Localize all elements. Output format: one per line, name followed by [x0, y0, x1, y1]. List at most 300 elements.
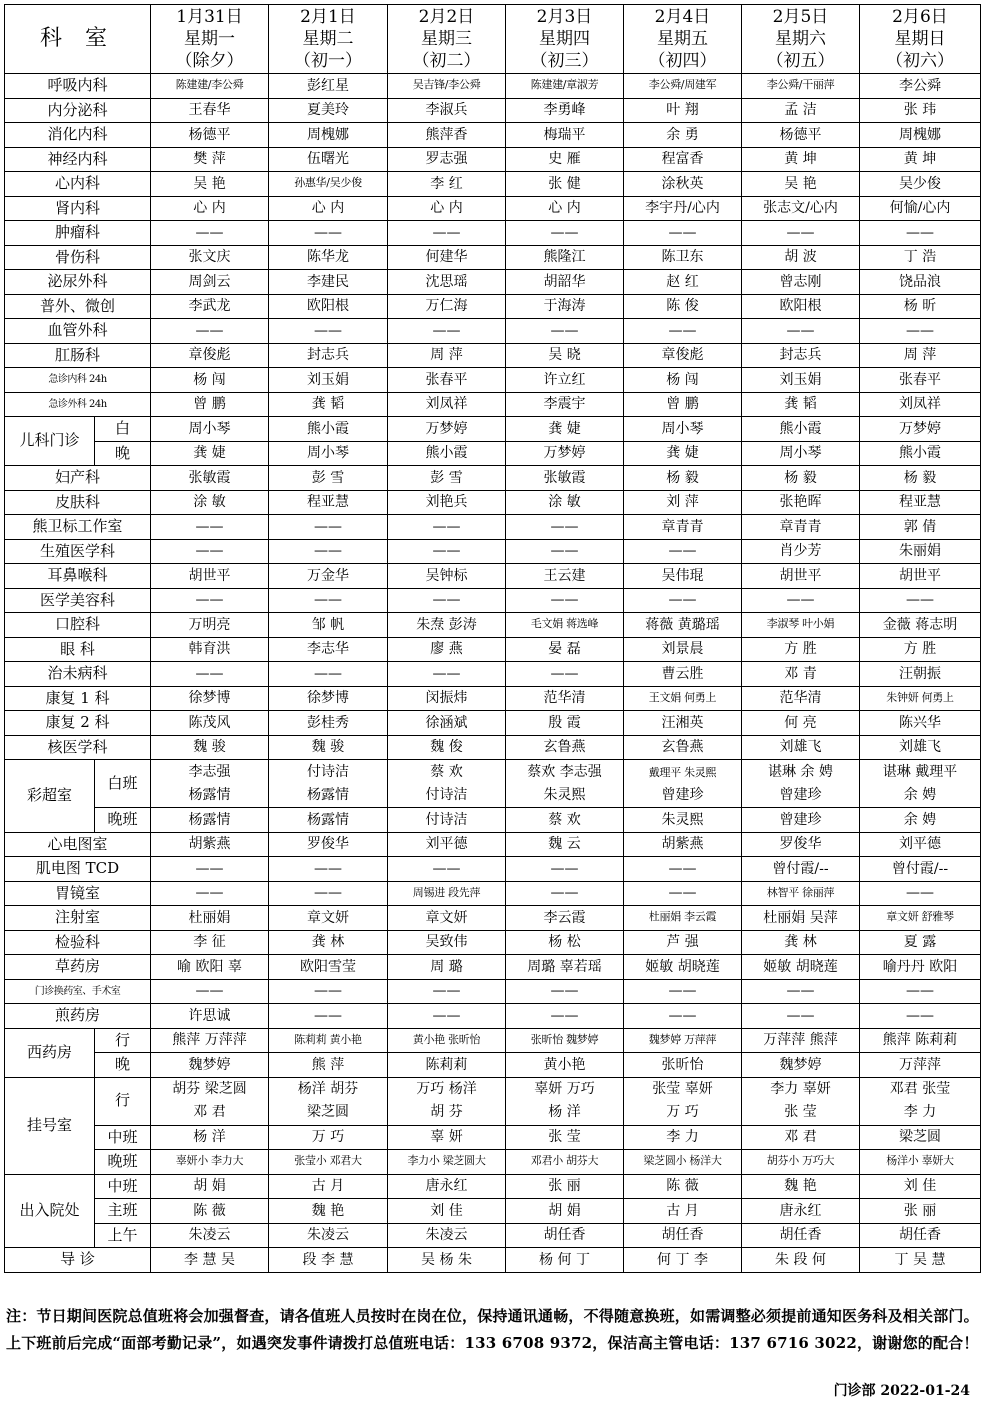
- schedule-cell: 胡任香: [742, 1223, 860, 1248]
- cell-line: 李力 辜妍: [770, 1081, 831, 1097]
- dept-name: 口腔科: [5, 613, 151, 638]
- schedule-cell: 彭桂秀: [269, 711, 388, 736]
- schedule-cell: 封志兵: [269, 343, 388, 368]
- schedule-cell: 刘凤祥: [860, 392, 981, 417]
- table-row: [5, 588, 981, 613]
- dept-name: 挂号室: [5, 1077, 95, 1174]
- schedule-cell: ——: [506, 221, 624, 246]
- shift-label: 晚班: [95, 808, 151, 833]
- schedule-cell: 吴 晓: [506, 343, 624, 368]
- schedule-cell: 黄小艳: [506, 1053, 624, 1078]
- schedule-cell: [742, 760, 860, 808]
- schedule-cell: 芦 强: [624, 930, 742, 955]
- schedule-cell: ——: [742, 588, 860, 613]
- schedule-cell: 杨德平: [742, 123, 860, 148]
- schedule-cell: 李 慧 吴: [151, 1248, 269, 1273]
- dept-name: 熊卫标工作室: [5, 515, 151, 540]
- schedule-cell: 殷 霞: [506, 711, 624, 736]
- schedule-cell: 陈 薇: [151, 1199, 269, 1224]
- schedule-cell: 李公舜/干丽萍: [742, 74, 860, 99]
- table-row: [5, 881, 981, 906]
- schedule-cell: ——: [506, 662, 624, 687]
- schedule-cell: 周 璐: [388, 955, 506, 980]
- schedule-cell: 李志华: [269, 637, 388, 662]
- schedule-cell: 金薇 蒋志明: [860, 613, 981, 638]
- schedule-cell: 刘雄飞: [860, 735, 981, 760]
- table-row: [5, 1223, 981, 1248]
- schedule-cell: 段 李 慧: [269, 1248, 388, 1273]
- schedule-cell: 胡任香: [506, 1223, 624, 1248]
- schedule-cell: ——: [269, 319, 388, 344]
- schedule-cell: 黄 坤: [742, 147, 860, 172]
- table-row: [5, 711, 981, 736]
- day-header: [269, 5, 388, 74]
- schedule-cell: ——: [388, 979, 506, 1004]
- schedule-cell: 涂秋英: [624, 172, 742, 197]
- schedule-cell: 章文妍: [388, 906, 506, 931]
- schedule-cell: 刘艳兵: [388, 490, 506, 515]
- schedule-cell: 于海涛: [506, 294, 624, 319]
- schedule-cell: 胡任香: [860, 1223, 981, 1248]
- dept-name: 生殖医学科: [5, 539, 151, 564]
- schedule-cell: 魏 艳: [269, 1199, 388, 1224]
- schedule-cell: 彭红星: [269, 74, 388, 99]
- schedule-cell: 刘 萍: [624, 490, 742, 515]
- cell-line: 戴理平 朱灵熙: [648, 765, 717, 779]
- schedule-cell: 熊小霞: [742, 417, 860, 442]
- schedule-cell: ——: [742, 1004, 860, 1029]
- schedule-cell: 范华清: [742, 686, 860, 711]
- schedule-cell: ——: [269, 588, 388, 613]
- cell-line: 李志强: [188, 763, 231, 780]
- schedule-cell: 朱凌云: [151, 1223, 269, 1248]
- schedule-cell: ——: [506, 319, 624, 344]
- day-header: [506, 5, 624, 74]
- schedule-cell: 杜丽娟: [151, 906, 269, 931]
- dept-name: 血管外科: [5, 319, 151, 344]
- schedule-cell: [388, 760, 506, 808]
- day-date: 1月31日: [176, 7, 243, 27]
- schedule-cell: [860, 1077, 981, 1125]
- schedule-cell: 万梦婷: [860, 417, 981, 442]
- dept-name: 普外、微创: [5, 294, 151, 319]
- table-row: [5, 343, 981, 368]
- schedule-cell: 杨露情: [151, 808, 269, 833]
- schedule-cell: 张春平: [388, 368, 506, 393]
- schedule-cell: 张志文/心内: [742, 196, 860, 221]
- day-header: [742, 5, 860, 74]
- schedule-cell: 李 红: [388, 172, 506, 197]
- dept-name: 耳鼻喉科: [5, 564, 151, 589]
- dept-name: 草药房: [5, 955, 151, 980]
- schedule-cell: 魏梦婷: [151, 1053, 269, 1078]
- cell-line: 杨露情: [188, 786, 231, 803]
- schedule-cell: 熊萍 万萍萍: [151, 1028, 269, 1053]
- dept-name: 注射室: [5, 906, 151, 931]
- table-row: [5, 686, 981, 711]
- schedule-cell: 曹云胜: [624, 662, 742, 687]
- schedule-cell: 章俊彪: [151, 343, 269, 368]
- schedule-cell: 刘玉娟: [742, 368, 860, 393]
- schedule-cell: ——: [506, 588, 624, 613]
- cell-line: 邓 君: [193, 1104, 226, 1120]
- schedule-cell: 陈华龙: [269, 245, 388, 270]
- schedule-cell: ——: [506, 881, 624, 906]
- schedule-cell: ——: [151, 588, 269, 613]
- schedule-cell: 周小琴: [624, 417, 742, 442]
- schedule-cell: 古 月: [624, 1199, 742, 1224]
- shift-label: 行: [95, 1077, 151, 1125]
- cell-line: 万巧 杨洋: [416, 1081, 477, 1097]
- day-festival: （初一）: [294, 51, 362, 71]
- schedule-cell: ——: [506, 1004, 624, 1029]
- schedule-cell: [269, 1077, 388, 1125]
- schedule-cell: 周小琴: [742, 441, 860, 466]
- schedule-cell: ——: [269, 515, 388, 540]
- dept-name: 内分泌科: [5, 98, 151, 123]
- schedule-cell: 刘平德: [388, 832, 506, 857]
- schedule-cell: 万萍萍: [860, 1053, 981, 1078]
- dept-name: 肿瘤科: [5, 221, 151, 246]
- day-festival: （初二）: [412, 51, 481, 71]
- day-date: 2月6日: [892, 7, 948, 27]
- shift-label: 主班: [95, 1199, 151, 1224]
- schedule-cell: [860, 760, 981, 808]
- cell-line: 辜妍 万巧: [534, 1081, 595, 1097]
- table-row: [5, 1028, 981, 1053]
- schedule-cell: 周小琴: [151, 417, 269, 442]
- schedule-cell: ——: [388, 221, 506, 246]
- schedule-cell: 章青青: [624, 515, 742, 540]
- schedule-cell: 陈卫东: [624, 245, 742, 270]
- schedule-cell: 陈茂风: [151, 711, 269, 736]
- dept-name: 治未病科: [5, 662, 151, 687]
- table-row: [5, 172, 981, 197]
- schedule-cell: 朱灵熙: [624, 808, 742, 833]
- schedule-cell: 樊 萍: [151, 147, 269, 172]
- schedule-cell: 杨 何 丁: [506, 1248, 624, 1273]
- schedule-cell: 王云建: [506, 564, 624, 589]
- schedule-cell: 曾付霞/--: [742, 857, 860, 882]
- table-row: [5, 906, 981, 931]
- schedule-cell: 李震宇: [506, 392, 624, 417]
- schedule-cell: 李淑琴 叶小娟: [742, 613, 860, 638]
- schedule-cell: ——: [506, 857, 624, 882]
- dept-name: 核医学科: [5, 735, 151, 760]
- schedule-cell: ——: [151, 539, 269, 564]
- schedule-cell: 周 萍: [860, 343, 981, 368]
- dept-name: 肾内科: [5, 196, 151, 221]
- dept-name: 肌电图 TCD: [5, 857, 151, 882]
- schedule-cell: 章文妍 舒雅琴: [860, 906, 981, 931]
- schedule-cell: 魏梦婷: [742, 1053, 860, 1078]
- schedule-cell: 何 亮: [742, 711, 860, 736]
- schedule-cell: 伍曙光: [269, 147, 388, 172]
- schedule-cell: ——: [269, 881, 388, 906]
- schedule-cell: 何愉/心内: [860, 196, 981, 221]
- schedule-cell: 吴吉锋/李公舜: [388, 74, 506, 99]
- schedule-cell: 万金华: [269, 564, 388, 589]
- schedule-cell: 周槐娜: [269, 123, 388, 148]
- schedule-cell: 胡 娟: [151, 1174, 269, 1199]
- table-row: [5, 760, 981, 808]
- schedule-cell: 胡世平: [860, 564, 981, 589]
- schedule-cell: 李公舜: [860, 74, 981, 99]
- schedule-cell: 周锡进 段先萍: [388, 881, 506, 906]
- schedule-cell: [506, 760, 624, 808]
- schedule-cell: 涂 敏: [506, 490, 624, 515]
- cell-line: 谌琳 戴理平: [882, 763, 958, 780]
- schedule-cell: 章俊彪: [624, 343, 742, 368]
- dept-name: 急诊内科 24h: [5, 368, 151, 393]
- schedule-cell: 吴 艳: [151, 172, 269, 197]
- schedule-cell: 杨德平: [151, 123, 269, 148]
- schedule-cell: 陈建建/李公舜: [151, 74, 269, 99]
- dept-name: 眼 科: [5, 637, 151, 662]
- dept-name: 心内科: [5, 172, 151, 197]
- table-row: [5, 564, 981, 589]
- schedule-cell: 龚 韬: [269, 392, 388, 417]
- schedule-cell: 刘平德: [860, 832, 981, 857]
- dept-name: 门诊换药室、手术室: [5, 979, 151, 1004]
- day-date: 2月5日: [772, 7, 829, 27]
- schedule-cell: 唐永红: [742, 1199, 860, 1224]
- schedule-cell: 何建华: [388, 245, 506, 270]
- schedule-cell: 余 娉: [860, 808, 981, 833]
- schedule-cell: ——: [860, 588, 981, 613]
- table-row: [5, 441, 981, 466]
- table-row: [5, 1150, 981, 1175]
- day-weekday: 星期六: [775, 29, 826, 49]
- schedule-cell: 章青青: [742, 515, 860, 540]
- schedule-cell: 李 征: [151, 930, 269, 955]
- schedule-cell: 张 丽: [860, 1199, 981, 1224]
- schedule-cell: 郭 倩: [860, 515, 981, 540]
- schedule-cell: 胡 波: [742, 245, 860, 270]
- schedule-cell: 程亚慧: [269, 490, 388, 515]
- schedule-cell: ——: [388, 319, 506, 344]
- schedule-cell: 张艳晖: [742, 490, 860, 515]
- schedule-cell: ——: [860, 1004, 981, 1029]
- schedule-cell: 万萍萍 熊萍: [742, 1028, 860, 1053]
- cell-line: 曾建珍: [661, 786, 704, 803]
- day-weekday: 星期三: [421, 29, 472, 49]
- table-row: [5, 319, 981, 344]
- schedule-cell: 杨 毅: [624, 466, 742, 491]
- table-row: [5, 123, 981, 148]
- schedule-cell: 胡紫燕: [624, 832, 742, 857]
- table-row: [5, 1077, 981, 1125]
- schedule-cell: 彭 雪: [269, 466, 388, 491]
- schedule-cell: ——: [388, 515, 506, 540]
- schedule-cell: 夏 露: [860, 930, 981, 955]
- schedule-cell: 黄小艳 张昕怡: [388, 1028, 506, 1053]
- schedule-cell: ——: [860, 221, 981, 246]
- table-row: [5, 613, 981, 638]
- day-festival: （初六）: [886, 51, 954, 71]
- schedule-cell: 付诗洁: [388, 808, 506, 833]
- schedule-cell: ——: [269, 1004, 388, 1029]
- schedule-cell: 叶 翔: [624, 98, 742, 123]
- schedule-cell: 欧阳根: [742, 294, 860, 319]
- schedule-cell: 吴 杨 朱: [388, 1248, 506, 1273]
- schedule-cell: 刘 佳: [388, 1199, 506, 1224]
- dept-name: 皮肤科: [5, 490, 151, 515]
- schedule-cell: 张 玮: [860, 98, 981, 123]
- schedule-cell: 程富香: [624, 147, 742, 172]
- schedule-cell: 封志兵: [742, 343, 860, 368]
- schedule-cell: 蒋薇 黄璐瑶: [624, 613, 742, 638]
- schedule-cell: 吴 艳: [742, 172, 860, 197]
- dept-name: 急诊外科 24h: [5, 392, 151, 417]
- schedule-cell: 李勇峰: [506, 98, 624, 123]
- schedule-cell: [624, 1077, 742, 1125]
- table-row: [5, 245, 981, 270]
- schedule-cell: 张敏霞: [151, 466, 269, 491]
- schedule-cell: 韩育洪: [151, 637, 269, 662]
- dept-name: 检验科: [5, 930, 151, 955]
- cell-line: 蔡 欢: [430, 763, 463, 780]
- schedule-cell: 魏 艳: [742, 1174, 860, 1199]
- schedule-cell: 万梦婷: [506, 441, 624, 466]
- schedule-cell: 曾 鹏: [624, 392, 742, 417]
- cell-line: 万 巧: [666, 1104, 699, 1120]
- schedule-cell: ——: [388, 588, 506, 613]
- schedule-cell: 张莹小 邓君大: [269, 1150, 388, 1175]
- shift-label: 晚班: [95, 1150, 151, 1175]
- dept-name: 妇产科: [5, 466, 151, 491]
- schedule-cell: 晏 磊: [506, 637, 624, 662]
- schedule-cell: ——: [742, 319, 860, 344]
- schedule-cell: 吴钟标: [388, 564, 506, 589]
- dept-name: 彩超室: [5, 760, 95, 833]
- schedule-cell: 胡世平: [742, 564, 860, 589]
- schedule-cell: 邹 帆: [269, 613, 388, 638]
- schedule-cell: 李淑兵: [388, 98, 506, 123]
- schedule-cell: ——: [860, 881, 981, 906]
- schedule-cell: 万明亮: [151, 613, 269, 638]
- schedule-cell: ——: [388, 1004, 506, 1029]
- schedule-cell: 梅瑞平: [506, 123, 624, 148]
- table-row: [5, 221, 981, 246]
- cell-line: 余 娉: [903, 786, 937, 803]
- schedule-cell: 李公舜/周建军: [624, 74, 742, 99]
- schedule-cell: 熊小霞: [860, 441, 981, 466]
- day-header: [388, 5, 506, 74]
- schedule-cell: ——: [269, 539, 388, 564]
- table-row: [5, 857, 981, 882]
- cell-line: 杨露情: [307, 786, 349, 803]
- shift-label: 晚: [95, 441, 151, 466]
- schedule-cell: 廖 燕: [388, 637, 506, 662]
- schedule-cell: 张昕怡: [624, 1053, 742, 1078]
- schedule-cell: 李力小 梁芝圆大: [388, 1150, 506, 1175]
- schedule-cell: 古 月: [269, 1174, 388, 1199]
- schedule-cell: 张昕怡 魏梦婷: [506, 1028, 624, 1053]
- schedule-cell: 杨 毅: [860, 466, 981, 491]
- dept-name: 骨伤科: [5, 245, 151, 270]
- schedule-cell: 魏梦婷 万萍萍: [624, 1028, 742, 1053]
- schedule-cell: 喻丹丹 欧阳: [860, 955, 981, 980]
- schedule-cell: 朱焘 彭涛: [388, 613, 506, 638]
- schedule-cell: 梁芝圆: [860, 1125, 981, 1150]
- schedule-cell: ——: [624, 319, 742, 344]
- schedule-cell: 曾建珍: [742, 808, 860, 833]
- schedule-cell: 史 雁: [506, 147, 624, 172]
- table-row: [5, 98, 981, 123]
- dept-name: 医学美容科: [5, 588, 151, 613]
- table-row: [5, 662, 981, 687]
- day-festival: （初五）: [766, 51, 835, 71]
- schedule-cell: 龚 林: [742, 930, 860, 955]
- schedule-cell: 章文妍: [269, 906, 388, 931]
- schedule-cell: 陈兴华: [860, 711, 981, 736]
- schedule-cell: 夏美玲: [269, 98, 388, 123]
- schedule-cell: 万仁海: [388, 294, 506, 319]
- schedule-cell: 辜妍小 李力大: [151, 1150, 269, 1175]
- schedule-cell: ——: [624, 857, 742, 882]
- table-row: [5, 539, 981, 564]
- schedule-cell: 欧阳根: [269, 294, 388, 319]
- schedule-cell: 毛文娟 蒋选峰: [506, 613, 624, 638]
- schedule-cell: ——: [860, 979, 981, 1004]
- day-date: 2月1日: [300, 7, 356, 27]
- dept-name: 胃镜室: [5, 881, 151, 906]
- table-row: [5, 5, 981, 74]
- schedule-cell: 杜丽娟 李云霞: [624, 906, 742, 931]
- day-header: [151, 5, 269, 74]
- schedule-cell: 彭 雪: [388, 466, 506, 491]
- table-row: [5, 515, 981, 540]
- table-row: [5, 1248, 981, 1273]
- cell-line: 曾建珍: [779, 786, 822, 803]
- table-row: [5, 637, 981, 662]
- schedule-cell: 刘凤祥: [388, 392, 506, 417]
- cell-line: 张 莹: [784, 1104, 817, 1120]
- schedule-cell: 龚 婕: [506, 417, 624, 442]
- schedule-cell: 万 巧: [269, 1125, 388, 1150]
- schedule-cell: 张文庆: [151, 245, 269, 270]
- schedule-cell: 张 丽: [506, 1174, 624, 1199]
- schedule-cell: 魏 云: [506, 832, 624, 857]
- schedule-cell: 杨 松: [506, 930, 624, 955]
- shift-label: 中班: [95, 1125, 151, 1150]
- schedule-cell: 周 萍: [388, 343, 506, 368]
- table-row: [5, 368, 981, 393]
- cell-line: 邓君 张莹: [889, 1081, 951, 1097]
- schedule-cell: 魏 骏: [151, 735, 269, 760]
- dept-name: 康复 2 科: [5, 711, 151, 736]
- dept-name: 儿科门诊: [5, 417, 95, 466]
- schedule-cell: [388, 1077, 506, 1125]
- schedule-cell: 曾 鹏: [151, 392, 269, 417]
- schedule-cell: 曾志刚: [742, 270, 860, 295]
- day-weekday: 星期四: [539, 29, 590, 49]
- cell-line: 胡 芬: [430, 1104, 463, 1120]
- schedule-cell: 周槐娜: [860, 123, 981, 148]
- schedule-cell: 杨 闯: [151, 368, 269, 393]
- schedule-cell: 沈思瑶: [388, 270, 506, 295]
- cell-line: 梁芝圆: [307, 1104, 349, 1120]
- table-row: [5, 466, 981, 491]
- schedule-cell: 陈莉莉: [388, 1053, 506, 1078]
- day-weekday: 星期五: [657, 29, 708, 49]
- schedule-cell: 胡世平: [151, 564, 269, 589]
- schedule-cell: 徐涵斌: [388, 711, 506, 736]
- schedule-cell: 玄鲁燕: [506, 735, 624, 760]
- table-row: [5, 417, 981, 442]
- shift-label: 白班: [95, 760, 151, 808]
